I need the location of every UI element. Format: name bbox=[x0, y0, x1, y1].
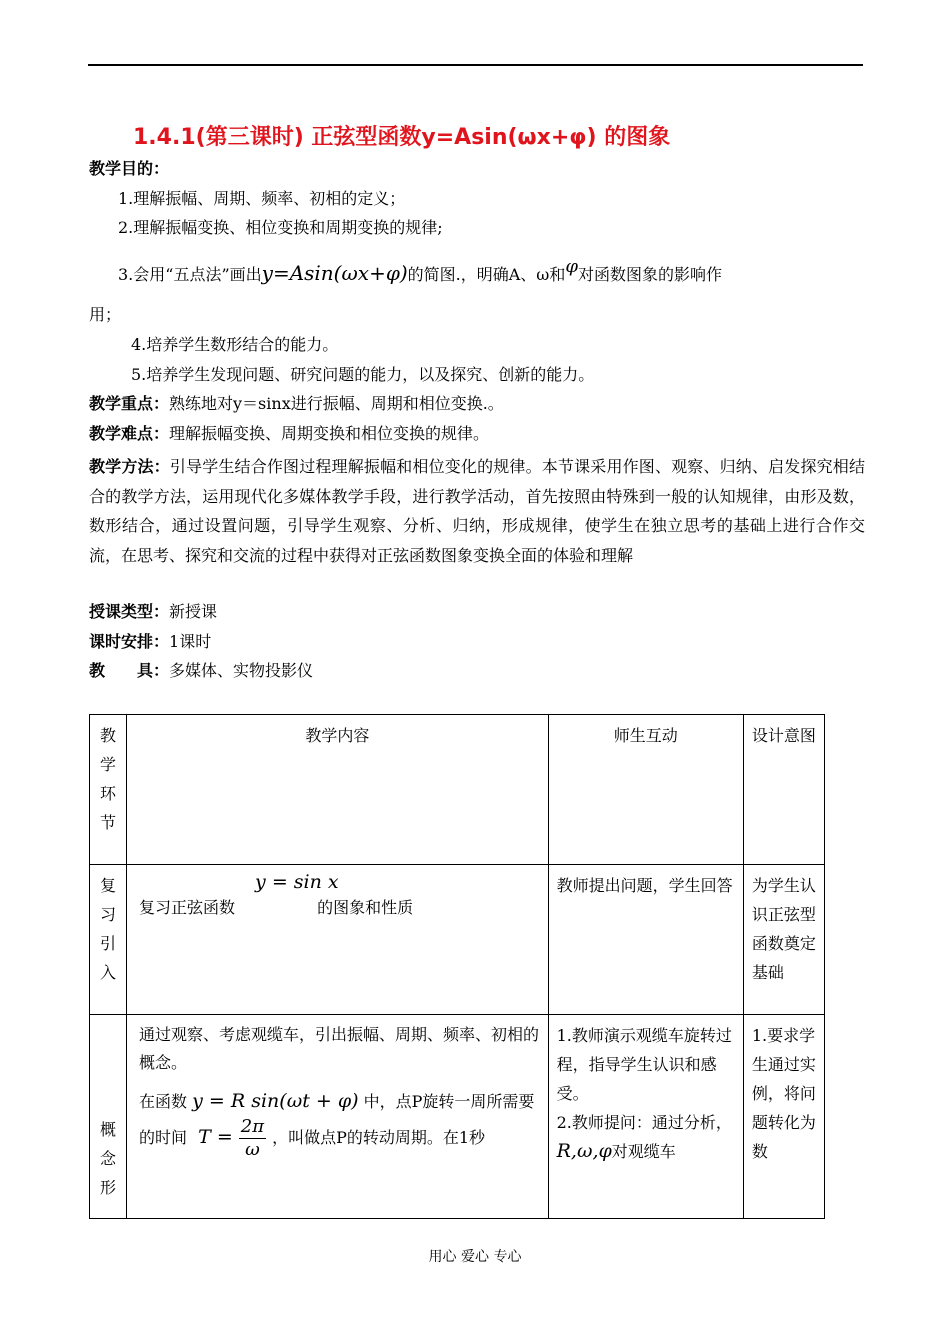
row2-content-pre: 在函数 bbox=[139, 1092, 188, 1111]
row1-content-post: 的图象和性质 bbox=[317, 898, 414, 917]
header-content: 教学内容 bbox=[127, 715, 549, 865]
row2-intent: 1.要求学生通过实例，将问题转化为数 bbox=[743, 1015, 824, 1219]
row2-interaction bbox=[548, 1015, 743, 1219]
tools-text: 多媒体、实物投影仪 bbox=[169, 661, 314, 680]
tools bbox=[89, 660, 313, 682]
row1-content bbox=[127, 865, 549, 1015]
row2-stage: 概念形 bbox=[90, 1015, 127, 1219]
objective-3-pre: 3.会用“五点法”画出 bbox=[118, 265, 262, 284]
header-intent: 设计意图 bbox=[743, 715, 824, 865]
schedule-label: 课时安排： bbox=[89, 632, 170, 651]
objectives-heading: 教学目的： bbox=[89, 159, 170, 178]
fraction-numerator: 2π bbox=[240, 1116, 265, 1137]
difficulty bbox=[89, 423, 489, 445]
table-row bbox=[90, 865, 825, 1015]
row2-interaction-1: 1.教师演示观缆车旋转过程，指导学生认识和感受。 bbox=[556, 1026, 732, 1103]
tools-label: 教 具： bbox=[89, 661, 170, 680]
row1-interaction: 教师提出问题，学生回答 bbox=[548, 865, 743, 1015]
header-stage: 教学环节 bbox=[90, 715, 127, 865]
key-point bbox=[89, 393, 504, 415]
lesson-type bbox=[89, 601, 217, 623]
row1-content-pre: 复习正弦函数 bbox=[139, 898, 236, 917]
objective-3-post: 对函数图象的影响作 bbox=[577, 265, 722, 284]
difficulty-text: 理解振幅变换、周期变换和相位变换的规律。 bbox=[169, 424, 490, 443]
objective-1: 1.理解振幅、周期、频率、初相的定义； bbox=[118, 189, 406, 208]
row2-content-mid: 中，点P旋转一周所需要的时间 bbox=[139, 1092, 535, 1147]
objective-2: 2.理解振幅变换、相位变换和周期变换的规律; bbox=[118, 218, 443, 237]
page-footer: 用心 爱心 专心 bbox=[428, 1249, 522, 1265]
row2-period-T: T = bbox=[198, 1126, 233, 1148]
fraction-denominator: ω bbox=[245, 1139, 260, 1160]
row1-intent: 为学生认识正弦型函数奠定基础 bbox=[743, 865, 824, 1015]
header-rule bbox=[88, 64, 863, 66]
objective-3-mid: 的简图.，明确A、ω和 bbox=[407, 265, 566, 284]
row2-interaction-2-pre: 2.教师提问：通过分析， bbox=[556, 1113, 732, 1132]
row2-interaction-formula: R,ω,φ bbox=[556, 1140, 612, 1162]
header-interaction: 师生互动 bbox=[548, 715, 743, 865]
row2-interaction-2-post: 对观缆车 bbox=[611, 1142, 676, 1161]
objective-3-formula: y=Asin(ωx+φ) bbox=[261, 261, 408, 285]
objective-5: 5.培养学生发现问题、研究问题的能力，以及探究、创新的能力。 bbox=[131, 365, 595, 384]
lesson-plan-table bbox=[89, 714, 825, 1219]
row2-content bbox=[127, 1015, 549, 1219]
row2-content-post: ，叫做点P的转动周期。在1秒 bbox=[272, 1128, 486, 1147]
method-paragraph bbox=[89, 452, 865, 570]
lesson-type-text: 新授课 bbox=[169, 602, 218, 621]
method-text: 引导学生结合作图过程理解振幅和相位变化的规律。本节课采用作图、观察、归纳、启发探究相结合的教学方法，运用现代化多媒体教学手段，进行教学活动，首先按照由特殊到一般的认知规律，由形及数，数形结合，通过设置问题，引导学生观察、分析、归纳，形成规律，使学生在独立思考的基础上进行合作交流，在思考、探究和交流的过程中获得对正弦函数图象变换全面的体验和理解 bbox=[89, 457, 865, 565]
objective-3-continuation: 用； bbox=[89, 305, 122, 324]
objective-3 bbox=[118, 256, 866, 286]
row2-formula: y = R sin(ωt + φ) bbox=[192, 1090, 359, 1112]
lesson-type-label: 授课类型： bbox=[89, 602, 170, 621]
row2-content-line1: 通过观察、考虑观缆车，引出振幅、周期、频率、初相的概念。 bbox=[139, 1025, 540, 1072]
objective-4: 4.培养学生数形结合的能力。 bbox=[131, 335, 339, 354]
page-title: 1.4.1(第三课时) 正弦型函数y=Asin(ωx+φ) 的图象 bbox=[133, 125, 671, 150]
table-header-row bbox=[90, 715, 825, 865]
row1-formula: y = sin x bbox=[255, 871, 339, 893]
period-fraction bbox=[239, 1116, 266, 1161]
difficulty-label: 教学难点： bbox=[89, 424, 170, 443]
schedule-text: 1课时 bbox=[169, 632, 212, 651]
key-point-text: 熟练地对y＝sinx进行振幅、周期和相位变换.。 bbox=[169, 394, 504, 413]
phi-symbol: φ bbox=[565, 256, 578, 277]
table-row bbox=[90, 1015, 825, 1219]
row1-stage: 复习引入 bbox=[90, 865, 127, 1015]
key-point-label: 教学重点： bbox=[89, 394, 170, 413]
schedule bbox=[89, 631, 211, 653]
method-label: 教学方法： bbox=[89, 457, 170, 476]
